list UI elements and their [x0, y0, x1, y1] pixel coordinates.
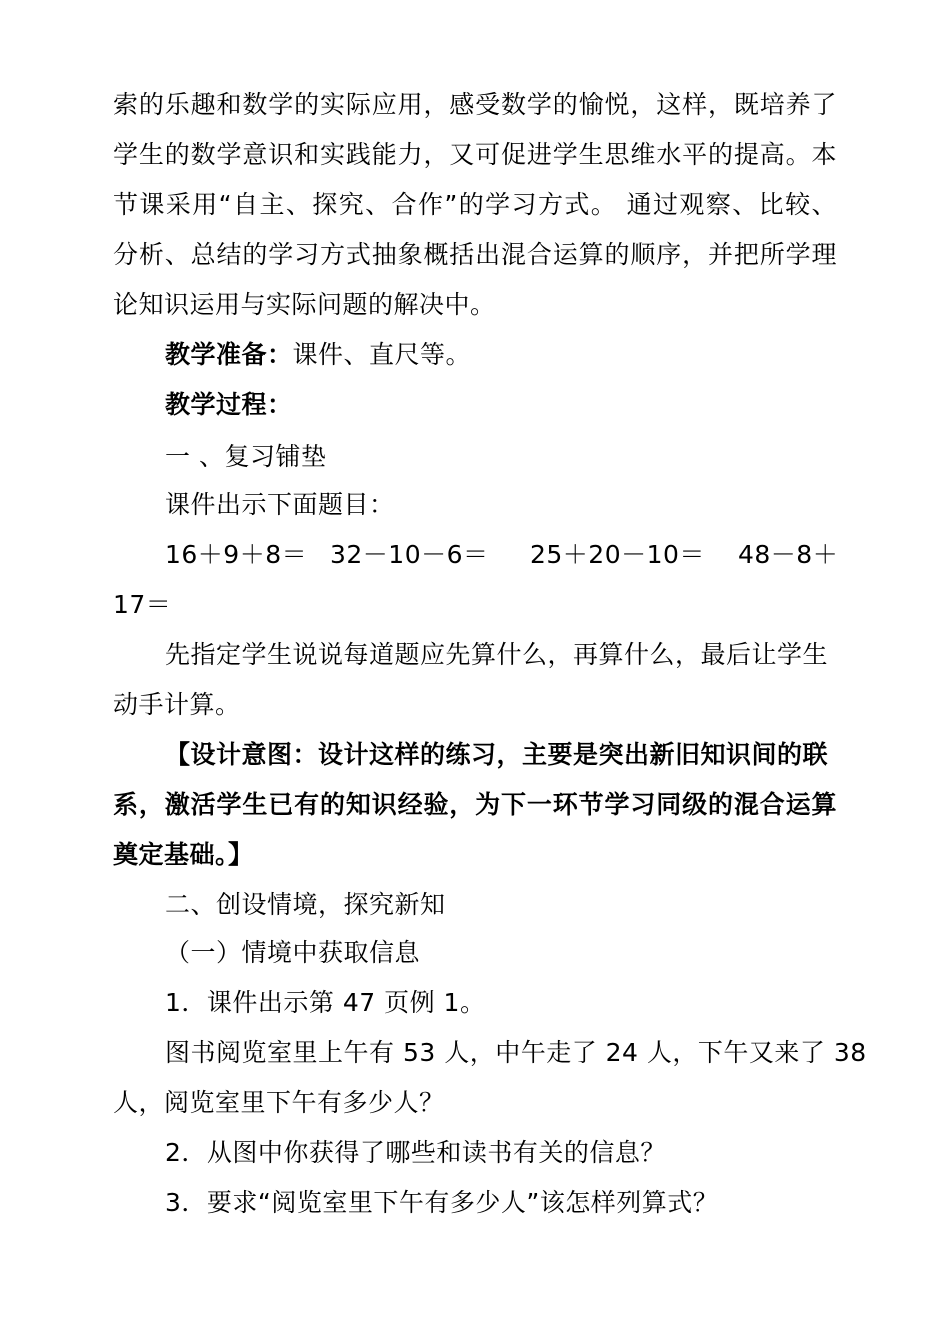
section-1-intro: 课件出示下面题目： [165, 490, 395, 519]
problem-line-2: 人，阅览室里下午有多少人？ [113, 1088, 445, 1117]
section-2-title: 二、创设情境，探究新知 [165, 890, 446, 919]
exercise-4-continuation: 17＝ [113, 590, 172, 619]
instruction-line-2: 动手计算。 [113, 690, 241, 719]
intro-line-4: 分析、总结的学习方式抽象概括出混合运算的顺序，并把所学理 [113, 240, 837, 269]
instruction-line-1: 先指定学生说说每道题应先算什么，再算什么，最后让学生 [165, 640, 829, 669]
exercise-1: 16＋9＋8＝ [165, 540, 308, 569]
intro-line-3: 节课采用“自主、探究、合作”的学习方式。 通过观察、比较、 [113, 190, 837, 219]
teaching-process-label: 教学过程： [165, 390, 293, 419]
preparation-text: 课件、直尺等。 [292, 340, 472, 369]
preparation-label: 教学准备： [165, 340, 293, 369]
exercise-row [0, 538, 950, 572]
intro-line-1: 索的乐趣和数学的实际应用，感受数学的愉悦，这样，既培养了 [113, 90, 837, 119]
design-intent-line-3: 奠定基础。】 [113, 840, 254, 869]
subsection-title: （一）情境中获取信息 [165, 938, 421, 967]
intro-line-2: 学生的数学意识和实践能力，又可促进学生思维水平的提高。本 [113, 140, 837, 169]
design-intent-line-1: 【设计意图：设计这样的练习，主要是突出新旧知识间的联 [165, 740, 829, 769]
intro-line-5: 论知识运用与实际问题的解决中。 [113, 290, 496, 319]
exercise-2: 32－10－6＝ [330, 540, 489, 569]
teaching-preparation [165, 338, 471, 372]
section-1-title: 一 、复习铺垫 [165, 442, 327, 471]
design-intent-line-2: 系，激活学生已有的知识经验，为下一环节学习同级的混合运算 [113, 790, 837, 819]
item-1: 1．课件出示第 47 页例 1。 [165, 988, 486, 1017]
exercise-4: 48－8＋ [738, 540, 839, 569]
item-2: 2．从图中你获得了哪些和读书有关的信息？ [165, 1138, 666, 1167]
problem-line-1: 图书阅览室里上午有 53 人，中午走了 24 人，下午又来了 38 [165, 1038, 867, 1067]
exercise-3: 25＋20－10＝ [530, 540, 705, 569]
item-3: 3．要求“阅览室里下午有多少人”该怎样列算式？ [165, 1188, 719, 1217]
